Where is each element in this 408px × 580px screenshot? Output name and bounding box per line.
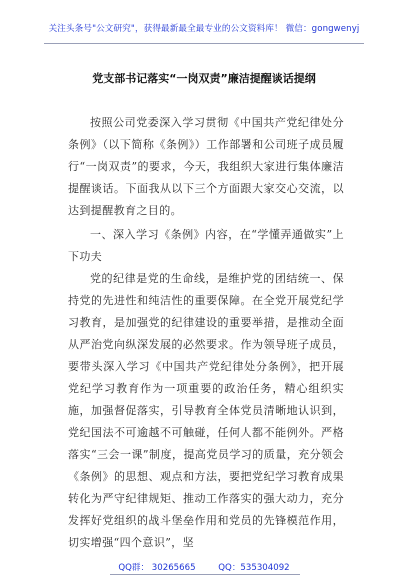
footer-divider	[110, 574, 300, 575]
section-heading-text: 一、深入学习《条例》内容，在“学懂弄通做实”上下功夫	[68, 228, 344, 263]
footer-qq-group: QQ群： 30265665	[118, 563, 196, 573]
document-title: 党支部书记落实“一岗双责”廉洁提醒谈话提纲	[92, 72, 316, 85]
header-banner: 关注头条号"公文研究"，获得最新最全最专业的公文资料库！ 微信：gongwenyj	[48, 24, 360, 34]
footer-contact	[0, 561, 408, 573]
body-paragraph-text: 党的纪律是党的生命线，是维护党的团结统一、保持党的先进性和纯洁性的重要保障。在全党开展党纪学习教育，是加强党的纪律建设的重要举措，是推动全面从严治党向纵深发展的必然要求。作为领导班子成员，要带头深入学习《中国共产党纪律处分条例》，把开展党纪学习教育作为一项重要的政治任务，精心组织实施，加强督促落实，引导教育全体党员清晰地认识到，党纪国法不可逾越不可触碰，任何人都不能例外。严格落实“三会一课”制度，提高党员学习的质量，充分领会《条例》的思想、观点和方法，要把党纪学习教育成果转化为严守纪律规矩、推动工作落实的强大动力，充分发挥好党组织的战斗堡垒作用和党员的先锋模范作用，切实增强“四个意识”，坚	[68, 272, 344, 549]
body-paragraph	[68, 268, 344, 554]
footer-qq: QQ：535304092	[218, 563, 290, 573]
intro-paragraph	[68, 112, 344, 222]
header-divider	[44, 43, 364, 44]
section-heading	[68, 224, 344, 268]
intro-paragraph-text: 按照公司党委深入学习贯彻《中国共产党纪律处分条例》（以下简称《条例》）工作部署和公司班子成员履行“一岗双责”的要求，今天，我组织大家进行集体廉洁提醒谈话。下面我从以下三个方面跟大家交心交流，以达到提醒教育之目的。	[68, 116, 344, 217]
